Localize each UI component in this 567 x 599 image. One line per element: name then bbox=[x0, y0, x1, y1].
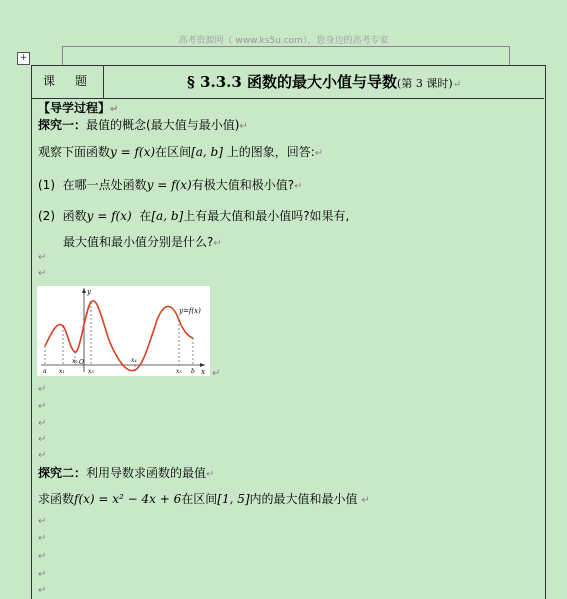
explore1-text: 最值的概念(最大值与最小值) bbox=[86, 118, 240, 132]
tick-label-x1: x₁ bbox=[59, 368, 65, 375]
paragraph-mark-icon: ↵ bbox=[38, 585, 47, 596]
title-sub: (第 3 课时) bbox=[397, 77, 453, 90]
paragraph-mark-icon: ↵ bbox=[38, 533, 47, 544]
header-row bbox=[31, 65, 544, 99]
question-1: (1) 在哪一点处函数y = f(x)有极大值和极小值?↵ bbox=[38, 178, 303, 192]
function-curve bbox=[45, 301, 193, 371]
question-2-line2: 最大值和最小值分别是什么?↵ bbox=[63, 235, 222, 249]
find-line: 求函数f(x) = x² − 4x + 6在区间[1, 5]内的最大值和最小值 ↵ bbox=[38, 492, 370, 506]
page-edge-left bbox=[62, 46, 63, 65]
x-axis-label: x bbox=[201, 368, 205, 376]
paragraph-mark-icon: ↵ bbox=[38, 516, 47, 527]
paragraph-mark-icon: ↵ bbox=[212, 368, 221, 379]
paragraph-mark-icon: ↵ bbox=[38, 569, 47, 580]
curve-label: y=f(x) bbox=[179, 307, 201, 315]
function-graph-svg bbox=[37, 286, 210, 376]
tick-label-a: a bbox=[43, 368, 47, 375]
paragraph-mark-icon: ↵ bbox=[38, 418, 47, 429]
tick-label-x5: x₅ bbox=[176, 368, 182, 375]
function-graph bbox=[37, 286, 210, 376]
title-main: § 3.3.3 函数的最大小值与导数 bbox=[186, 73, 398, 91]
tick-label-x2: x₂ bbox=[72, 358, 78, 365]
y-axis-arrow bbox=[82, 288, 86, 293]
origin-label: O bbox=[79, 359, 84, 366]
tick-label-x3: x₃ bbox=[88, 368, 94, 375]
paragraph-mark-icon: ↵ bbox=[38, 401, 47, 412]
page-edge-top bbox=[62, 46, 509, 47]
lesson-label: 课 题 bbox=[31, 65, 104, 98]
table-anchor-icon[interactable]: + bbox=[17, 52, 30, 65]
tick-label-x4: x₄ bbox=[131, 357, 137, 364]
explore2-line: 探究二：利用导数求函数的最值↵ bbox=[38, 466, 215, 480]
paragraph-mark-icon: ↵ bbox=[38, 384, 47, 395]
y-axis-label: y bbox=[87, 288, 91, 296]
explore2-text: 利用导数求函数的最值 bbox=[86, 466, 207, 480]
x-axis-arrow bbox=[200, 363, 205, 367]
tick-label-b: b bbox=[191, 368, 195, 375]
page-edge-right bbox=[509, 46, 510, 65]
explore1-line: 探究一：最值的概念(最大值与最小值)↵ bbox=[38, 118, 248, 132]
paragraph-mark-icon: ↵ bbox=[38, 450, 47, 461]
explore1-label: 探究一： bbox=[38, 118, 87, 132]
guide-heading: 【导学过程】↵ bbox=[38, 101, 119, 115]
watermark: 高考资源网（ www.ks5u.com），您身边的高考专家 bbox=[178, 36, 389, 46]
observe-line: 观察下面函数y = f(x)在区间[a, b] 上的图象，回答:↵ bbox=[38, 145, 324, 159]
explore2-label: 探究二： bbox=[38, 466, 87, 480]
question-2: (2) 函数y = f(x) 在[a, b]上有最大值和最小值吗?如果有, bbox=[38, 209, 350, 223]
paragraph-mark-icon: ↵ bbox=[38, 252, 47, 263]
paragraph-mark-icon: ↵ bbox=[38, 551, 47, 562]
paragraph-mark-icon: ↵ bbox=[38, 434, 47, 445]
paragraph-mark-icon: ↵ bbox=[38, 268, 47, 279]
return-mark-icon: ↵ bbox=[452, 79, 461, 90]
lesson-title bbox=[104, 65, 544, 98]
